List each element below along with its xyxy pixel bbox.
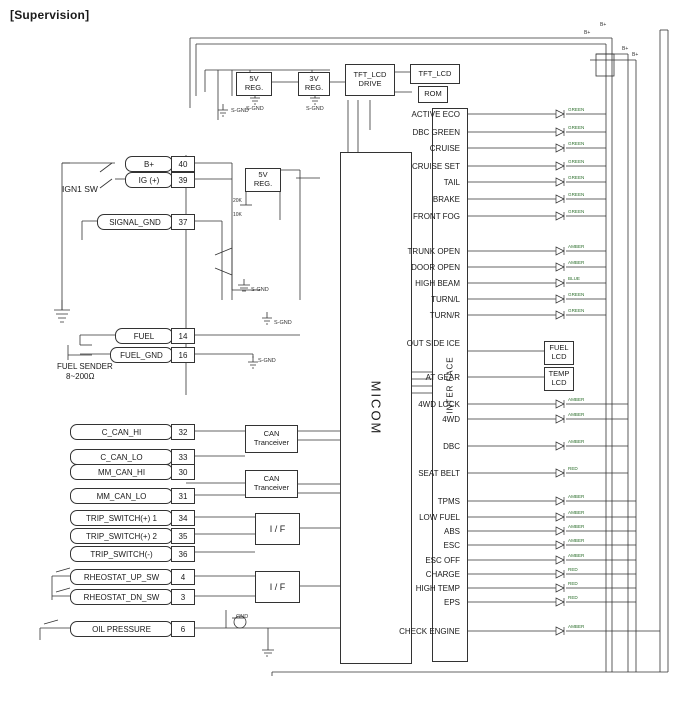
wire-color-10: GREEN [568, 292, 585, 297]
indicator-tail: TAIL [443, 178, 460, 187]
ground-label-4: S-GND [251, 287, 269, 293]
pin-trip-switch-p1: 34 [171, 510, 195, 526]
wire-color-0: GREEN [568, 107, 585, 112]
pin-oil-pressure: 6 [171, 621, 195, 637]
terminal-label: FUEL [133, 331, 155, 341]
terminal-label: SIGNAL_GND [109, 217, 161, 227]
pin-rheostat-dn-sw: 3 [171, 589, 195, 605]
ground-label-7: GND [236, 614, 249, 620]
wire-color-9: BLUE [568, 276, 581, 281]
ground-label-5: S-GND [274, 320, 292, 326]
can-transceiver-1-block: CAN Tranceiver [245, 425, 298, 453]
indicator-cruise: CRUISE [429, 144, 460, 153]
indicator-check-engine: CHECK ENGINE [399, 627, 460, 636]
wire-color-2: GREEN [568, 141, 585, 146]
indicator-dbc-green: DBC GREEN [412, 128, 460, 137]
pin-mm-can-lo: 31 [171, 488, 195, 504]
indicator-cruise-set: CRUISE SET [411, 162, 460, 171]
terminal-label: C_CAN_LO [100, 452, 143, 462]
resistor-10k-label: 10K [233, 212, 242, 218]
terminal-trip-switch-p2[interactable] [70, 528, 173, 544]
terminal-trip-switch-n[interactable] [70, 546, 173, 562]
terminal-c-can-lo[interactable] [70, 449, 173, 465]
wire-color-8: AMBER [568, 260, 585, 265]
indicator-trunk-open: TRUNK OPEN [407, 247, 460, 256]
indicator-4wd-lock: 4WD LOCK [418, 400, 460, 409]
wire-color-17: RED [568, 466, 578, 471]
indicator-abs: ABS [443, 527, 460, 536]
fuel-sender-range: 8~200Ω [66, 372, 95, 381]
terminal-label: B+ [143, 159, 154, 169]
wire-color-23: RED [568, 567, 578, 572]
terminal-label: TRIP_SWITCH(+) 1 [86, 513, 157, 523]
indicator-charge: CHARGE [425, 570, 460, 579]
resistor-20k-label: 20K [233, 198, 242, 204]
tft-lcd-drive-block: TFT_LCD DRIVE [345, 64, 395, 96]
terminal-label: MM_CAN_LO [96, 491, 147, 501]
pin-mm-can-hi: 30 [171, 464, 195, 480]
pin-fuel-gnd: 16 [171, 347, 195, 363]
terminal-label: TRIP_SWITCH(+) 2 [86, 531, 157, 541]
wire-color-4: GREEN [568, 175, 585, 180]
reg-5v-mid-block: 5V REG. [245, 168, 281, 192]
indicator-esc-off: ESC OFF [425, 556, 460, 565]
tft-lcd-block: TFT_LCD [410, 64, 460, 84]
fuel-lcd-block: FUEL LCD [544, 341, 574, 365]
indicator-eps: EPS [443, 598, 460, 607]
indicator-dbc: DBC [443, 442, 460, 451]
wire-color-22: AMBER [568, 553, 585, 558]
wire-color-15: AMBER [568, 412, 585, 417]
ground-label-1: S-GND [231, 108, 249, 114]
terminal-label: C_CAN_HI [101, 427, 142, 437]
indicator-out-side-ice [396, 340, 460, 349]
pin-signal-gnd: 37 [171, 214, 195, 230]
wire-color-11: GREEN [568, 308, 585, 313]
interface-label: INTER FACE [445, 356, 455, 414]
indicator-high-beam: HIGH BEAM [415, 279, 460, 288]
wire-color-21: AMBER [568, 538, 585, 543]
wire-color-24: RED [568, 581, 578, 586]
terminal-ig-plus[interactable] [125, 172, 173, 188]
indicator-tpms: TPMS [437, 497, 460, 506]
if-rheostat-block: I / F [255, 571, 300, 603]
wire-color-5: GREEN [568, 192, 585, 197]
pin-trip-switch-n: 36 [171, 546, 195, 562]
terminal-trip-switch-p1[interactable] [70, 510, 173, 526]
page-title: [Supervision] [10, 8, 90, 22]
ign1-sw-label: IGN1 SW [62, 184, 98, 194]
ground-label-2: S-GND [246, 106, 264, 112]
pin-rheostat-up-sw: 4 [171, 569, 195, 585]
wire-color-3: GREEN [568, 159, 585, 164]
wire-color-18: AMBER [568, 494, 585, 499]
pin-trip-switch-p2: 35 [171, 528, 195, 544]
terminal-label: MM_CAN_HI [97, 467, 146, 477]
terminal-label: RHEOSTAT_UP_SW [83, 572, 160, 582]
indicator-label: OUT SIDE ICE [406, 339, 460, 348]
indicator-high-temp: HIGH TEMP [415, 584, 460, 593]
wire-color-25: RED [568, 595, 578, 600]
indicator-turn-r: TURN/R [429, 311, 460, 320]
indicator-esc: ESC [443, 541, 460, 550]
rom-block: ROM [418, 86, 448, 103]
wire-color-6: GREEN [568, 209, 585, 214]
wire-color-1: GREEN [568, 125, 585, 130]
bus-label-1: B+ [600, 22, 607, 28]
indicator-active-eco: ACTIVE ECO [411, 110, 460, 119]
ground-label-3: S-GND [306, 106, 324, 112]
terminal-signal-gnd[interactable] [97, 214, 173, 230]
temp-lcd-block: TEMP LCD [544, 367, 574, 391]
terminal-mm-can-hi[interactable] [70, 464, 173, 480]
terminal-mm-can-lo[interactable] [70, 488, 173, 504]
indicator-door-open: DOOR OPEN [411, 263, 460, 272]
wire-color-14: AMBER [568, 397, 585, 402]
ground-label-6: S-GND [258, 358, 276, 364]
bus-label-2: B+ [622, 46, 629, 52]
fuel-sender-label: FUEL SENDER [57, 362, 113, 371]
indicator-brake: BRAKE [432, 195, 460, 204]
indicator-low-fuel: LOW FUEL [419, 513, 460, 522]
terminal-oil-pressure[interactable] [70, 621, 173, 637]
micom-label: MICOM [368, 380, 384, 436]
terminal-c-can-hi[interactable] [70, 424, 173, 440]
indicator-4wd: 4WD [442, 415, 460, 424]
indicator-seat-belt: SEAT BELT [418, 469, 460, 478]
terminal-label: FUEL_GND [120, 350, 163, 360]
reg-3v-top-block: 3V REG. [298, 72, 330, 96]
indicator-turn-l: TURN/L [431, 295, 460, 304]
wire-color-7: AMBER [568, 244, 585, 249]
pin-c-can-lo: 33 [171, 449, 195, 465]
bus-label-3: B+ [632, 52, 639, 58]
indicator-front-fog: FRONT FOG [413, 212, 460, 221]
bus-label-0: B+ [584, 30, 591, 36]
indicator-at-gear: AT GEAR [425, 373, 460, 382]
terminal-b-plus[interactable] [125, 156, 173, 172]
terminal-fuel[interactable] [115, 328, 173, 344]
wire-color-26: AMBER [568, 624, 585, 629]
reg-5v-top-block: 5V REG. [236, 72, 272, 96]
terminal-label: OIL PRESSURE [92, 624, 151, 634]
terminal-rheostat-dn-sw[interactable] [70, 589, 173, 605]
if-trip-block: I / F [255, 513, 300, 545]
pin-fuel: 14 [171, 328, 195, 344]
pin-c-can-hi: 32 [171, 424, 195, 440]
pin-b-plus: 40 [171, 156, 195, 172]
wire-color-16: AMBER [568, 439, 585, 444]
terminal-label: IG (+) [138, 175, 160, 185]
pin-ig-plus: 39 [171, 172, 195, 188]
terminal-rheostat-up-sw[interactable] [70, 569, 173, 585]
terminal-label: RHEOSTAT_DN_SW [83, 592, 160, 602]
wire-color-20: AMBER [568, 524, 585, 529]
can-transceiver-2-block: CAN Tranceiver [245, 470, 298, 498]
wire-color-19: AMBER [568, 510, 585, 515]
terminal-fuel-gnd[interactable] [110, 347, 173, 363]
terminal-label: TRIP_SWITCH(-) [90, 549, 153, 559]
